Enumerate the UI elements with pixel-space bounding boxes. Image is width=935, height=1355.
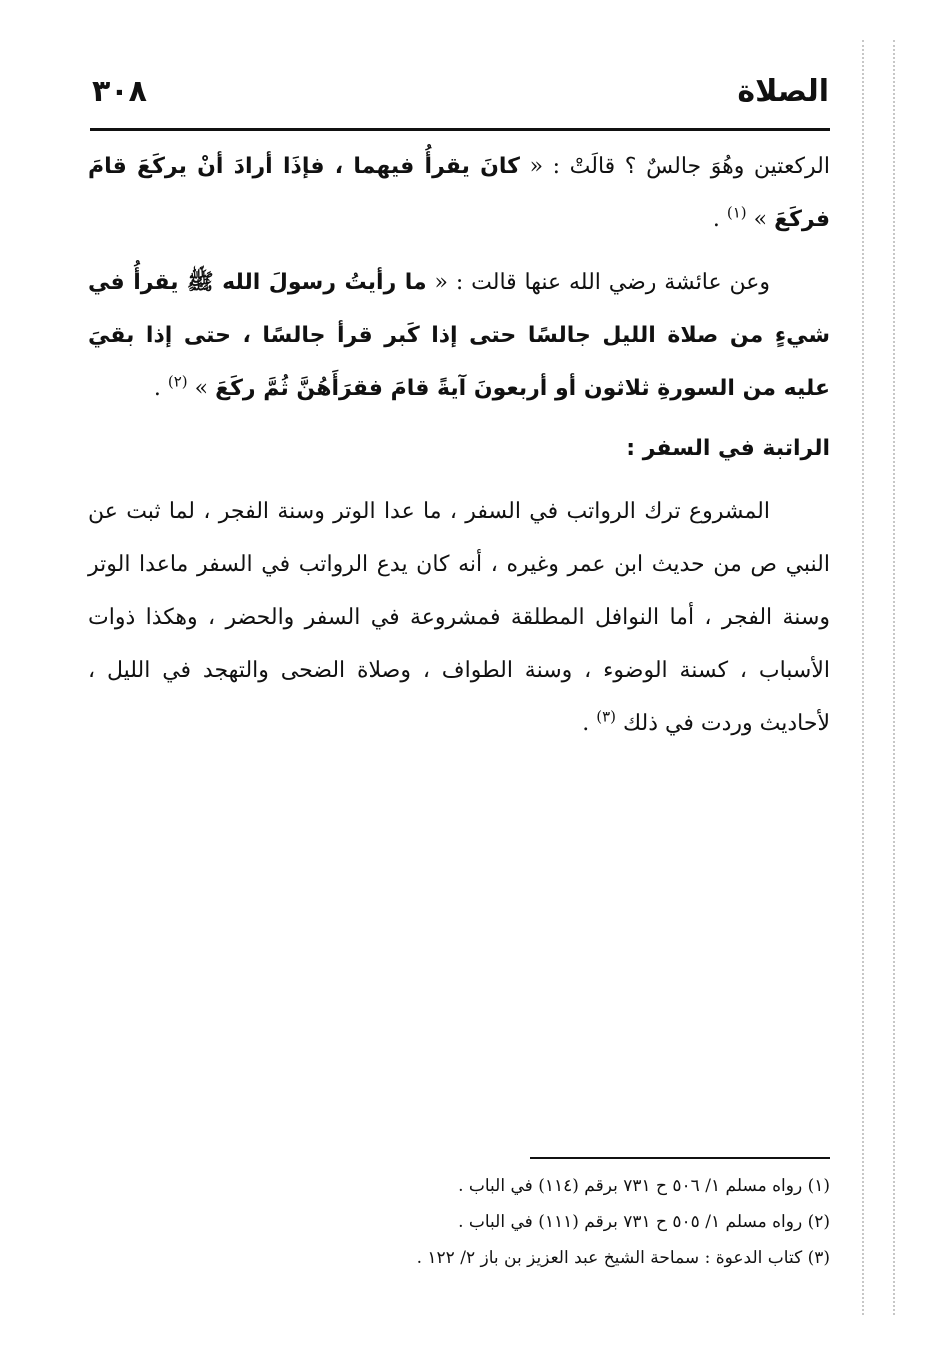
paragraph-2: [88, 256, 830, 415]
paragraph-2-lead: وعن عائشة رضي الله عنها قالت : «: [426, 270, 771, 295]
page-number: ٣٠٨: [92, 74, 147, 109]
running-title: الصلاة: [737, 74, 829, 109]
footnote-ref-1: (١): [726, 203, 747, 222]
main-text: [88, 140, 830, 760]
hadith-quote-2: ما رأيتُ رسولَ الله ﷺ يقرأُ في شيءٍ من صلاة الليل جالسًا حتى إذا كَبر قرأ جالسًا ، حتى إذا بقيَ عليه من السورةِ ثلاثون أو أربعونَ آيةً قامَ فقرَأَهُنَّ ثُمَّ ركَعَ: [88, 270, 830, 401]
scan-dotted-line: [893, 40, 895, 1315]
hadith-quote-1: كانَ يقرأُ فيهما ، فإذَا أرادَ أنْ يركَعَ قامَ فركَعَ: [88, 154, 830, 232]
footnote-rule: [530, 1157, 830, 1159]
paragraph-1-end: .: [712, 207, 727, 232]
quote-close-2: »: [187, 376, 216, 401]
footnote-ref-3: (٣): [596, 707, 616, 726]
paragraph-3-end: .: [582, 711, 597, 736]
footnotes: [300, 1168, 830, 1276]
footnote-3: (٣) كتاب الدعوة : سماحة الشيخ عبد العزيز بن باز ٢/ ١٢٢ .: [416, 1248, 830, 1268]
paragraph-2-end: .: [153, 376, 168, 401]
footnote-1: (١) رواه مسلم ١/ ٥٠٦ ح ٧٣١ برقم (١١٤) في الباب .: [458, 1176, 830, 1196]
paragraph-3-text: المشروع ترك الرواتب في السفر ، ما عدا الوتر وسنة الفجر ، لما ثبت عن النبي ص من حديث ابن عمر وغيره ، أنه كان يدع الرواتب في السفر ماعدا الوتر وسنة الفجر ، أما النوافل المطلقة فمشروعة في السفر والحضر ، وهكذا ذوات الأسباب ، كسنة الوضوء ، وسنة الطواف ، وصلاة الضحى والتهجد في الليل ، لأحاديث وردت في ذلك: [88, 499, 830, 736]
footnote-2: (٢) رواه مسلم ١/ ٥٠٥ ح ٧٣١ برقم (١١١) في الباب .: [458, 1212, 830, 1232]
paragraph-1-lead: الركعتين وهُوَ جالسٌ ؟ قالَتْ : «: [519, 154, 830, 179]
quote-close-1: »: [746, 207, 775, 232]
scan-dotted-line: [862, 40, 864, 1315]
section-heading: الراتبة في السفر :: [626, 436, 830, 461]
paragraph-3: [88, 485, 830, 750]
paragraph-1: [88, 140, 830, 246]
header-rule: [90, 128, 830, 131]
footnote-ref-2: (٢): [167, 372, 188, 391]
